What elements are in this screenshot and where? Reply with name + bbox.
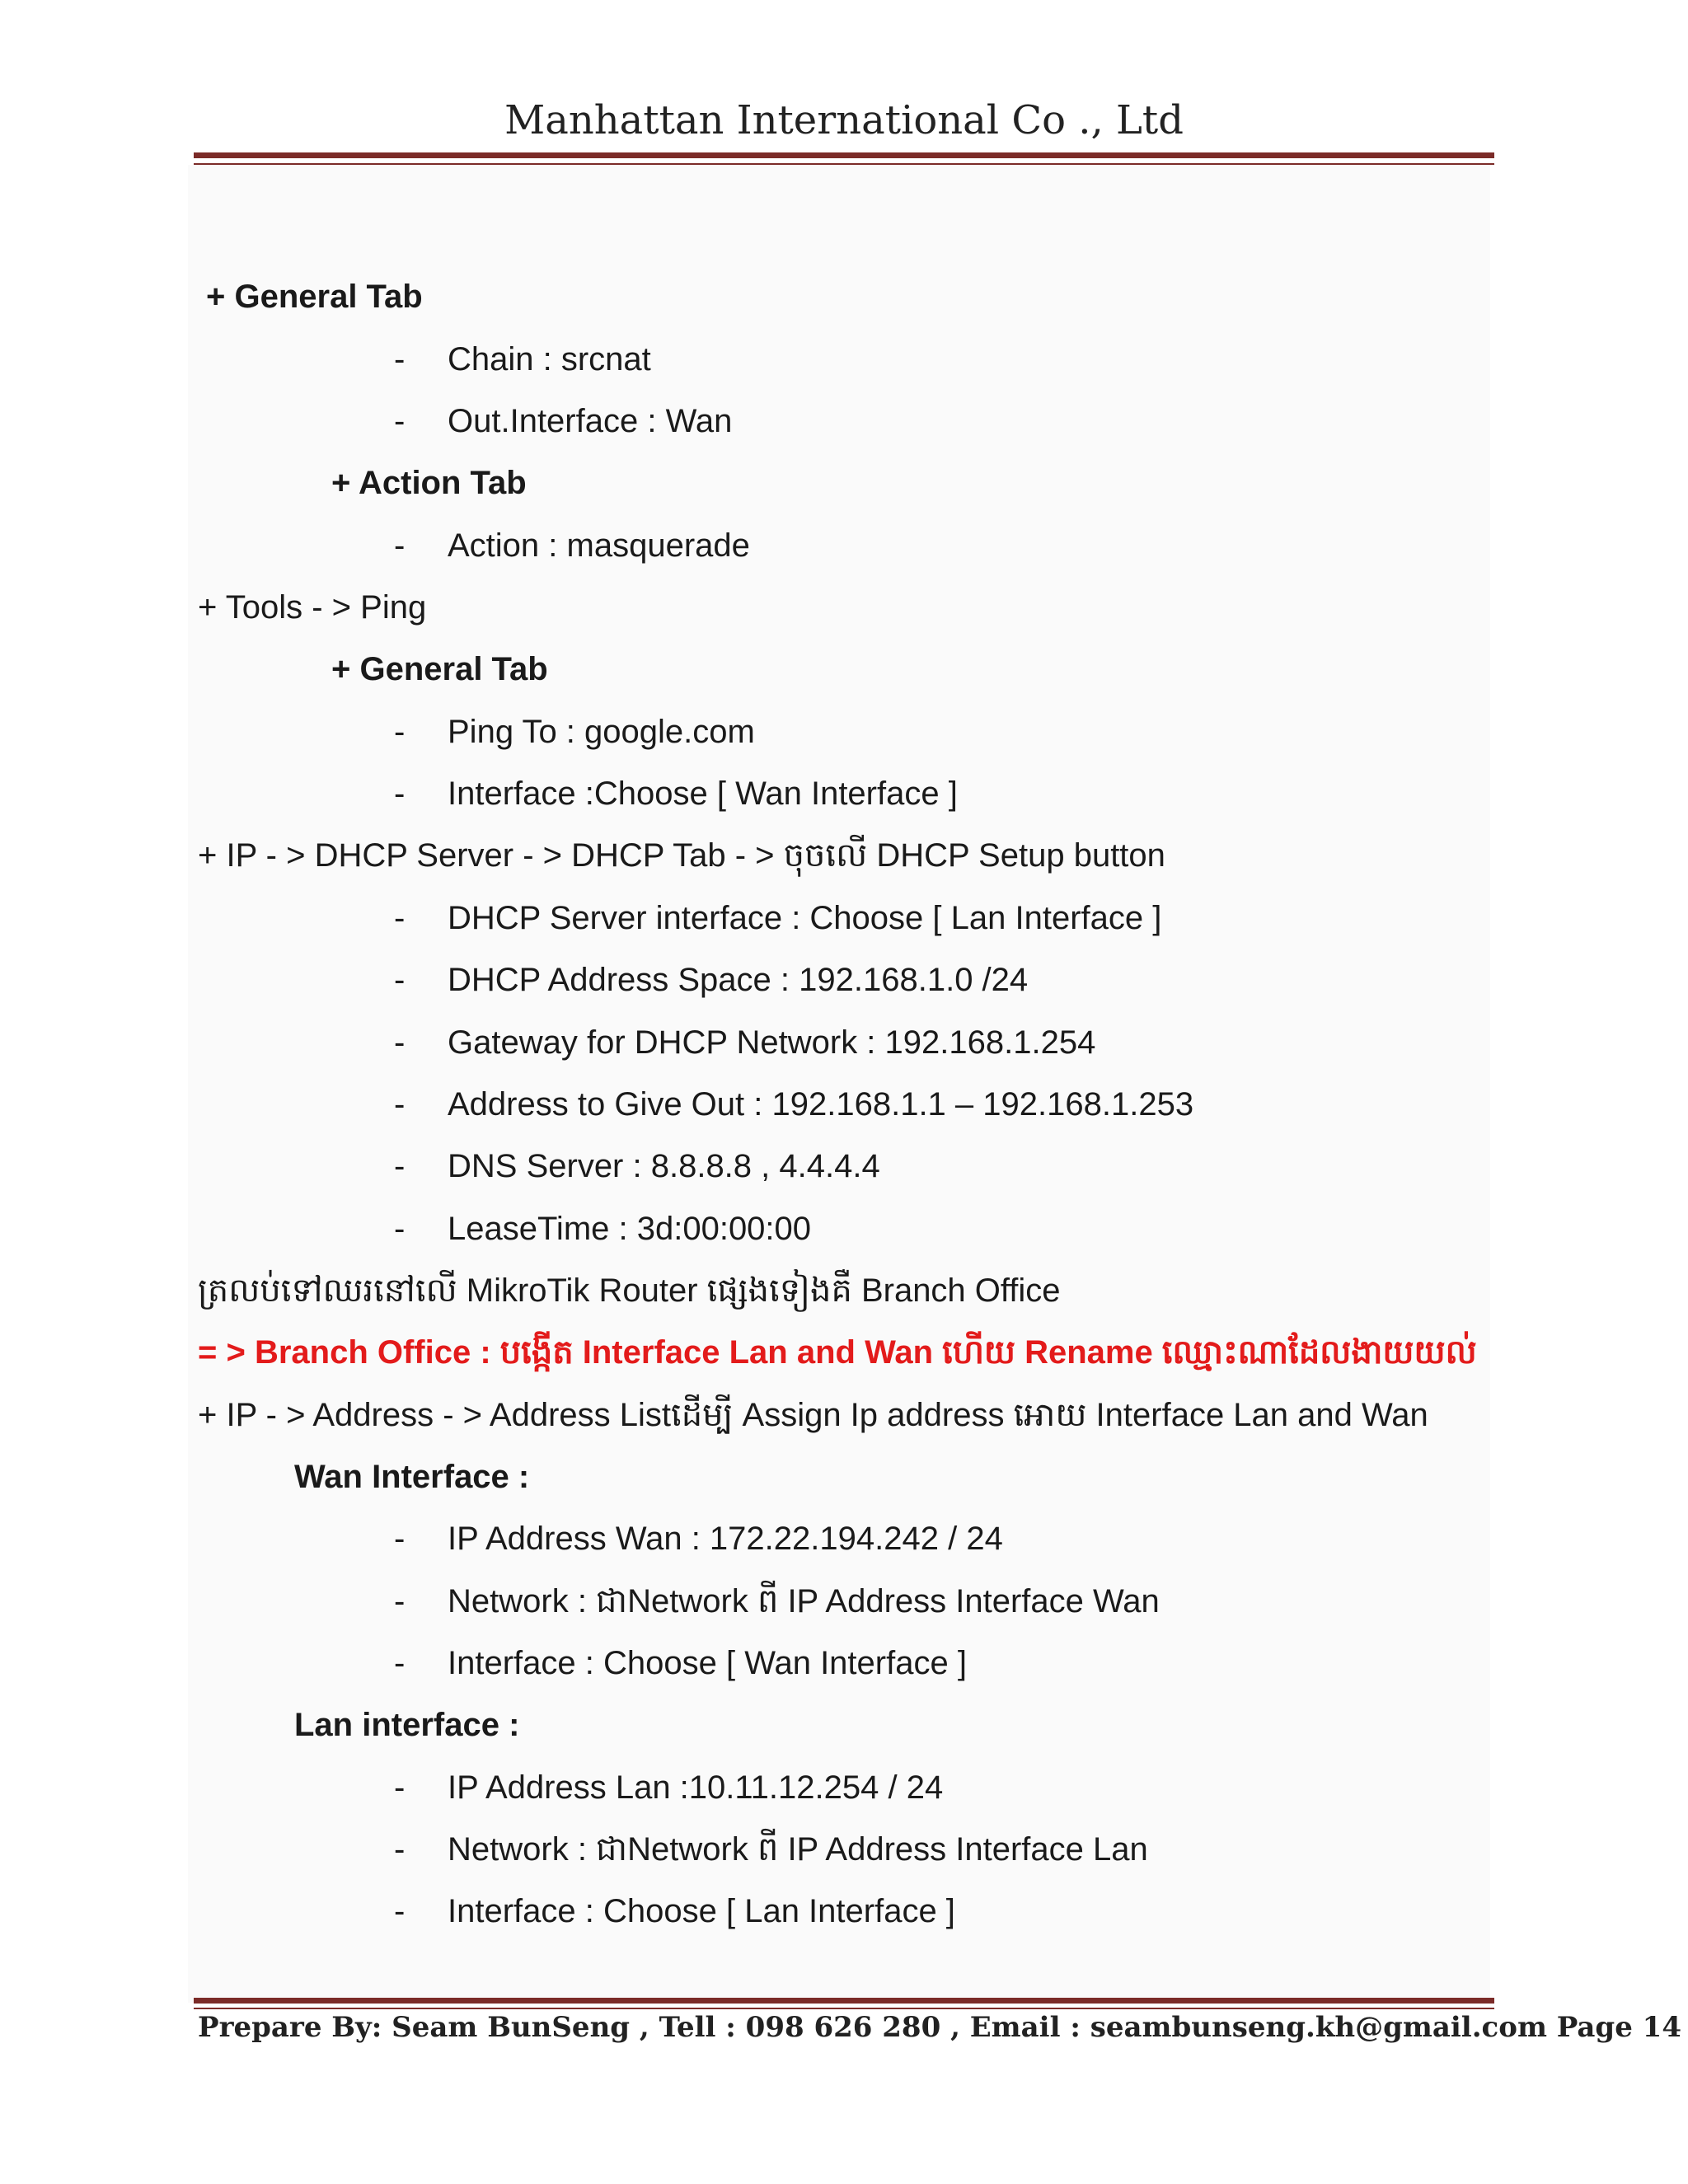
bullet: - (394, 962, 406, 998)
bullet: - (394, 403, 406, 439)
dhcp-address-space-item: DHCP Address Space : 192.168.1.0 /24 (448, 962, 1029, 998)
bullet: - (394, 1769, 406, 1806)
general-tab-heading: + General Tab (206, 279, 423, 315)
bullet: - (394, 1086, 406, 1122)
bullet: - (394, 1893, 406, 1929)
bullet: - (394, 1645, 406, 1681)
ping-to-item: Ping To : google.com (448, 714, 755, 750)
bullet: - (394, 527, 406, 564)
dns-server-item: DNS Server : 8.8.8.8 , 4.4.4.4 (448, 1148, 880, 1184)
dhcp-gateway-item: Gateway for DHCP Network : 192.168.1.254 (448, 1024, 1096, 1061)
lan-network-item: Network : ជាNetwork ពី IP Address Interface Lan (448, 1831, 1148, 1868)
header-rule (194, 152, 1494, 158)
header-title: Manhattan International Co ., Ltd (504, 97, 1184, 143)
header-rule-thin (194, 163, 1494, 165)
footer-rule (194, 1998, 1494, 2004)
bullet: - (394, 776, 406, 812)
bullet: - (394, 1024, 406, 1061)
wan-ip-item: IP Address Wan : 172.22.194.242 / 24 (448, 1521, 1003, 1557)
dhcp-path-heading: + IP - > DHCP Server - > DHCP Tab - > ចុចលើ DHCP Setup button (198, 837, 1165, 874)
bullet: - (394, 900, 406, 936)
bullet: - (394, 1521, 406, 1557)
branch-office-note: = > Branch Office : បង្កើត Interface Lan and Wan ហើយ Rename ឈ្មោះណាដែលងាយយល់ (198, 1334, 1477, 1371)
lan-interface-item: Interface : Choose [ Lan Interface ] (448, 1893, 955, 1929)
footer-text: Prepare By: Seam BunSeng , Tell : 098 626 280 , Email : seambunseng.kh@gmail.com Page 14 (198, 2011, 1681, 2044)
wan-network-item: Network : ជាNetwork ពី IP Address Interface Wan (448, 1583, 1160, 1619)
bullet: - (394, 1583, 406, 1619)
lease-time-item: LeaseTime : 3d:00:00:00 (448, 1211, 812, 1247)
lan-interface-heading: Lan interface : (294, 1707, 520, 1743)
footer-rule-thin (194, 2008, 1494, 2009)
dhcp-server-interface-item: DHCP Server interface : Choose [ Lan Interface ] (448, 900, 1162, 936)
out-interface-item: Out.Interface : Wan (448, 403, 733, 439)
bullet: - (394, 1831, 406, 1868)
dhcp-give-out-item: Address to Give Out : 192.168.1.1 – 192.168.1.253 (448, 1086, 1194, 1122)
chain-item: Chain : srcnat (448, 341, 651, 377)
bullet: - (394, 1211, 406, 1247)
ping-interface-item: Interface :Choose [ Wan Interface ] (448, 776, 958, 812)
wan-interface-item: Interface : Choose [ Wan Interface ] (448, 1645, 967, 1681)
action-tab-heading: + Action Tab (331, 465, 527, 501)
wan-interface-heading: Wan Interface : (294, 1459, 530, 1495)
bullet: - (394, 714, 406, 750)
lan-ip-item: IP Address Lan :10.11.12.254 / 24 (448, 1769, 944, 1806)
return-note: ត្រលប់ទៅឈរនៅលើ MikroTik Router ផ្សេងទៀងគឺ Branch Office (198, 1272, 1061, 1309)
tools-ping-heading: + Tools - > Ping (198, 589, 427, 626)
bullet: - (394, 341, 406, 377)
bullet: - (394, 1148, 406, 1184)
address-path-heading: + IP - > Address - > Address Listដើម្បី Assign Ip address អោយ Interface Lan and Wan (198, 1397, 1428, 1433)
action-item: Action : masquerade (448, 527, 750, 564)
ping-general-tab-heading: + General Tab (331, 651, 548, 687)
